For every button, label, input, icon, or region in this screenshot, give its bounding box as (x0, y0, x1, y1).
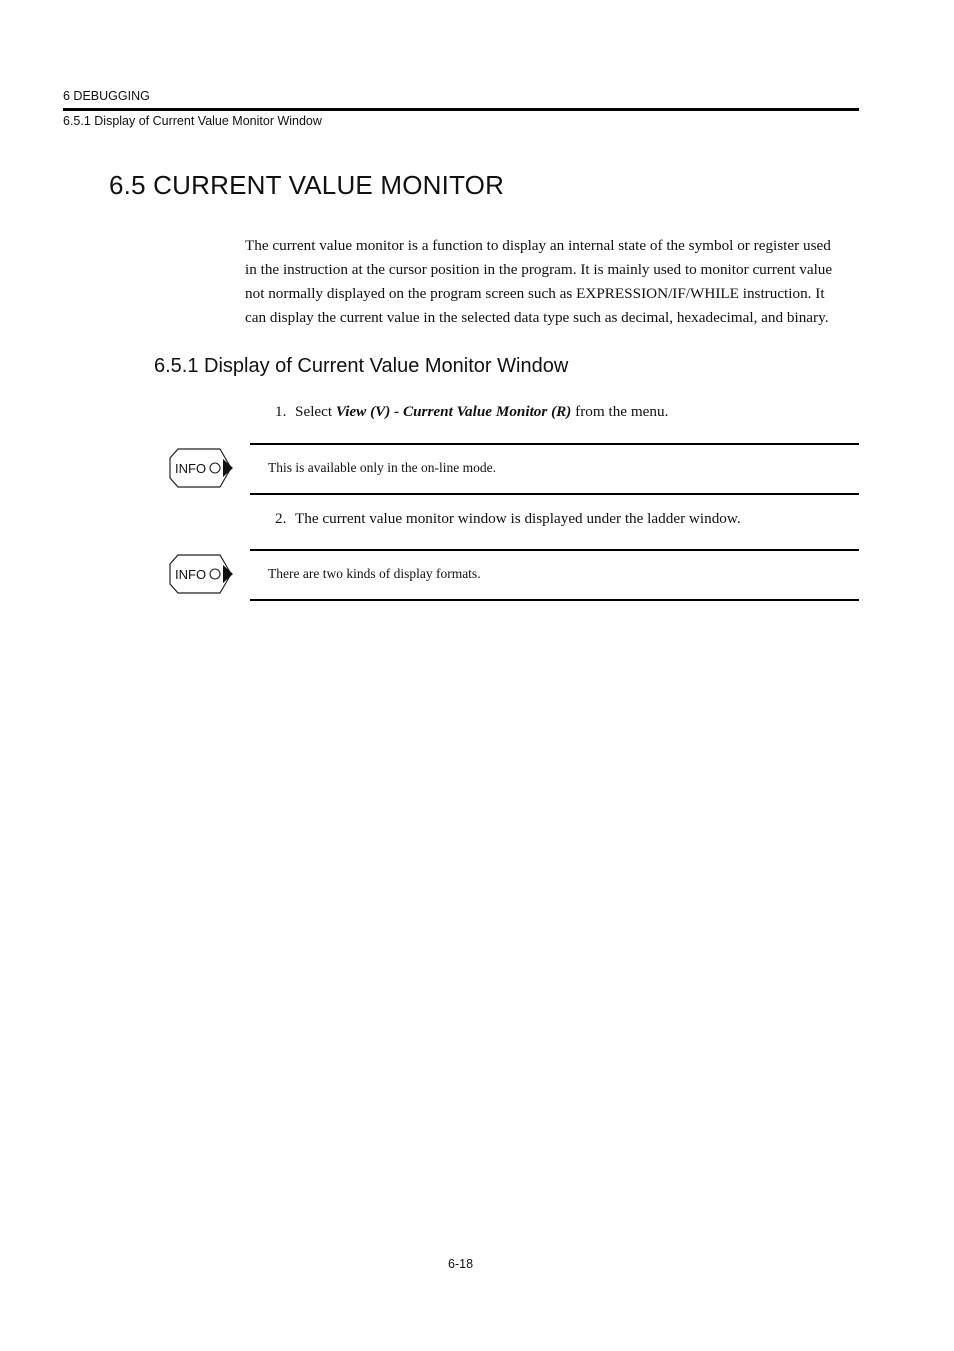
info-top-rule (250, 549, 859, 551)
intro-line: not normally displayed on the program screen such as EXPRESSION/IF/WHILE instruction. It (245, 285, 825, 302)
intro-line: in the instruction at the cursor position in the program. It is mainly used to monitor current value (245, 261, 833, 278)
info-bottom-rule (250, 493, 859, 495)
intro-line: can display the current value in the selected data type such as decimal, hexadecimal, and binary. (245, 309, 829, 326)
step-prefix: Select (295, 403, 336, 420)
info-icon (168, 448, 236, 488)
info-icon-label: INFO (175, 567, 207, 582)
intro-paragraph (245, 234, 861, 330)
page-number: 6-18 (448, 1257, 474, 1271)
step-number: 1. (275, 403, 287, 420)
step-suffix: from the menu. (571, 403, 669, 420)
info-icon (168, 554, 236, 594)
step-number: 2. (275, 510, 287, 527)
running-header-section: 6.5.1 Display of Current Value Monitor Window (63, 114, 322, 128)
info-top-rule (250, 443, 859, 445)
info-icon-label: INFO (175, 461, 207, 476)
step-text: The current value monitor window is displayed under the ladder window. (295, 510, 741, 527)
info-bottom-rule (250, 599, 859, 601)
info-note-text: There are two kinds of display formats. (268, 566, 481, 581)
page-title: 6.5 CURRENT VALUE MONITOR (109, 170, 505, 200)
menu-path: View (V) - Current Value Monitor (R) (335, 403, 572, 420)
info-note-text: This is available only in the on-line mode. (268, 460, 496, 475)
running-header-chapter: 6 DEBUGGING (63, 89, 150, 103)
step-1 (275, 403, 668, 421)
subsection-title: 6.5.1 Display of Current Value Monitor Window (154, 355, 569, 377)
intro-line: The current value monitor is a function to display an internal state of the symbol or register used (245, 237, 831, 254)
header-divider (63, 108, 859, 111)
step-2 (275, 510, 741, 528)
